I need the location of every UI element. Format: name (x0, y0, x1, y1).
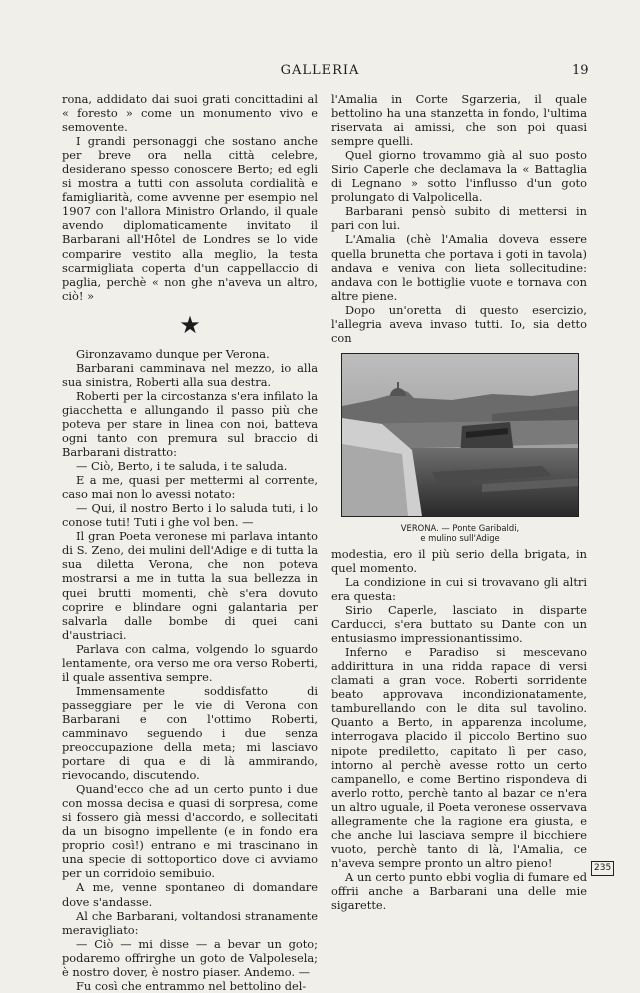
page-stamp: 235 (591, 861, 614, 876)
paragraph: Roberti per la circostanza s'era infilato la giacchetta e allungando il passo più che poteva per stare in linea con noi, batteva ogni tanto con premura sul braccio di Barbarani distratto: (62, 388, 318, 460)
paragraph: Al che Barbarani, voltandosi stranamente meravigliato: (62, 908, 318, 937)
paragraph: Inferno e Paradiso si mescevano addirittura in una ridda rapace di versi clamati a gran voce. Roberti sorridente beato approvava incondizionatamente, tamburellando con le dita sul tavolino. Quanto a Berto, in apparenza incolume, interrogava placido il piccolo Bertino suo nipote prediletto, capitato lì per caso, intorno al perchè avesse rotto un certo campanello, e come Bertino rispondeva di averlo rotto, perchè tanto al bazar ce n'era un altro uguale, il Poeta veronese osservava allegramente che la ragione era giusta, e che anche lui lasciava sempre il bicchiere vuoto, perchè tanto di là, l'Amalia, ce n'aveva sempre pronto un altro pieno! (331, 645, 587, 870)
paragraph: Fu così che entrammo nel bettolino del- (76, 978, 307, 993)
paragraph: Barbarani camminava nel mezzo, io alla sua sinistra, Roberti alla sua destra. (62, 360, 318, 389)
paragraph: L'Amalia (chè l'Amalia doveva essere quella brunetta che portava i goti in tavola) andava e veniva con lieta sollecitudine: andava con le bottiglie vuote e tornava con altre piene. (331, 232, 587, 303)
page-number: 19 (572, 63, 589, 78)
paragraph: E a me, quasi per mettermi al corrente, caso mai non lo avessi notato: (62, 473, 318, 502)
paragraph: Quand'ecco che ad un certo punto i due con mossa decisa e quasi di sorpresa, come si fossero già messi d'accordo, e sollecitati da un bisogno impellente (e in fondo era proprio così!) entrano e mi trascinano in una specie di sottoportico dove ci avviamo per un corridoio semibuio. (62, 782, 318, 881)
paragraph: A me, venne spontaneo di domandare dove s'andasse. (62, 880, 318, 909)
paragraph: I grandi personaggi che sostano anche per breve ora nella città celebre, desiderano spesso conoscere Berto; ed egli si mostra a tutti con assoluta cordialità e famigliarità, come avvenne per esempio nel 1907 con l'allora Ministro Orlando, il quale avendo diplomaticamente invitato il Barbarani all'Hôtel de Londres se lo vide comparire vestito alla meglio, la testa scarmigliata coperta d'un cappellaccio di paglia, perchè « non ghe n'aveva un altro, ciò! » (62, 134, 318, 303)
paragraph: Il gran Poeta veronese mi parlava intanto di S. Zeno, dei mulini dell'Adige e di tutta la sua diletta Verona, che non poteva mostrarsi a me in tutta la sua bellezza in quei brutti momenti, chè s'era dovuto coprire e blindare ogni galantaria per salvarla dalle bombe di quei cani d'austriaci. (62, 529, 318, 642)
paragraph: Immensamente soddisfatto di passeggiare per le vie di Verona con Barbarani e con l'ottimo Roberti, camminavo seguendo i due senza preoccupazione della meta; mi lasciavo portare di qua e di là ammirando, rievocando, discutendo. (62, 683, 318, 783)
star-divider-icon: ★ (179, 310, 201, 339)
paragraph: rona, addidato dai suoi grati concittadini al « foresto » come un monumento vivo e semovente. (62, 92, 318, 135)
caption-line: e mulino sull'Adige (420, 532, 500, 543)
paragraph: Parlava con calma, volgendo lo sguardo lentamente, ora verso me ora verso Roberti, il quale assentiva sempre. (62, 641, 318, 684)
running-title: GALLERIA (280, 63, 360, 78)
photo-figure (341, 353, 579, 543)
paragraph: Sirio Caperle, lasciato in disparte Carducci, s'era buttato su Dante con un entusiasmo impressionantissimo. (331, 603, 587, 646)
paragraph: Gironzavamo dunque per Verona. (76, 346, 270, 361)
right-column (331, 92, 587, 912)
paragraph: A un certo punto ebbi voglia di fumare ed offrii anche a Barbarani una delle mie sigarette. (331, 869, 587, 913)
paragraph: l'Amalia in Corte Sgarzeria, il quale bettolino ha una stanzetta in fondo, l'ultima riservata ai amissi, che son poi quasi sempre quelli. (331, 92, 587, 149)
paragraph: Dopo un'oretta di questo esercizio, l'allegria aveva invaso tutti. Io, sia detto con (331, 302, 587, 345)
paragraph: La condizione in cui si trovavano gli altri era questa: (331, 574, 587, 603)
paragraph: modestia, ero il più serio della brigata, in quel momento. (331, 546, 587, 575)
left-column (62, 92, 318, 993)
verona-river-photo (341, 353, 579, 517)
paragraph: Quel giorno trovammo già al suo posto Sirio Caperle che declamava la « Battaglia di Legnano » sotto l'influsso d'un goto prolungato di Valpolicella. (331, 148, 587, 205)
caption-line: VERONA. — Ponte Garibaldi, (400, 522, 520, 533)
paragraph: — Ciò — mi disse — a bevar un goto; podaremo offrirghe un goto de Valpolesela; è nostro dover, è nostro piaser. Andemo. — (62, 936, 318, 979)
paragraph: — Qui, il nostro Berto i lo saluda tuti, i lo conose tuti! Tuti i ghe vol ben. — (62, 501, 318, 530)
paragraph: Barbarani pensò subito di mettersi in pari con lui. (331, 204, 587, 233)
paragraph: — Ciò, Berto, i te saluda, i te saluda. (76, 459, 288, 474)
photo-caption (341, 523, 579, 543)
